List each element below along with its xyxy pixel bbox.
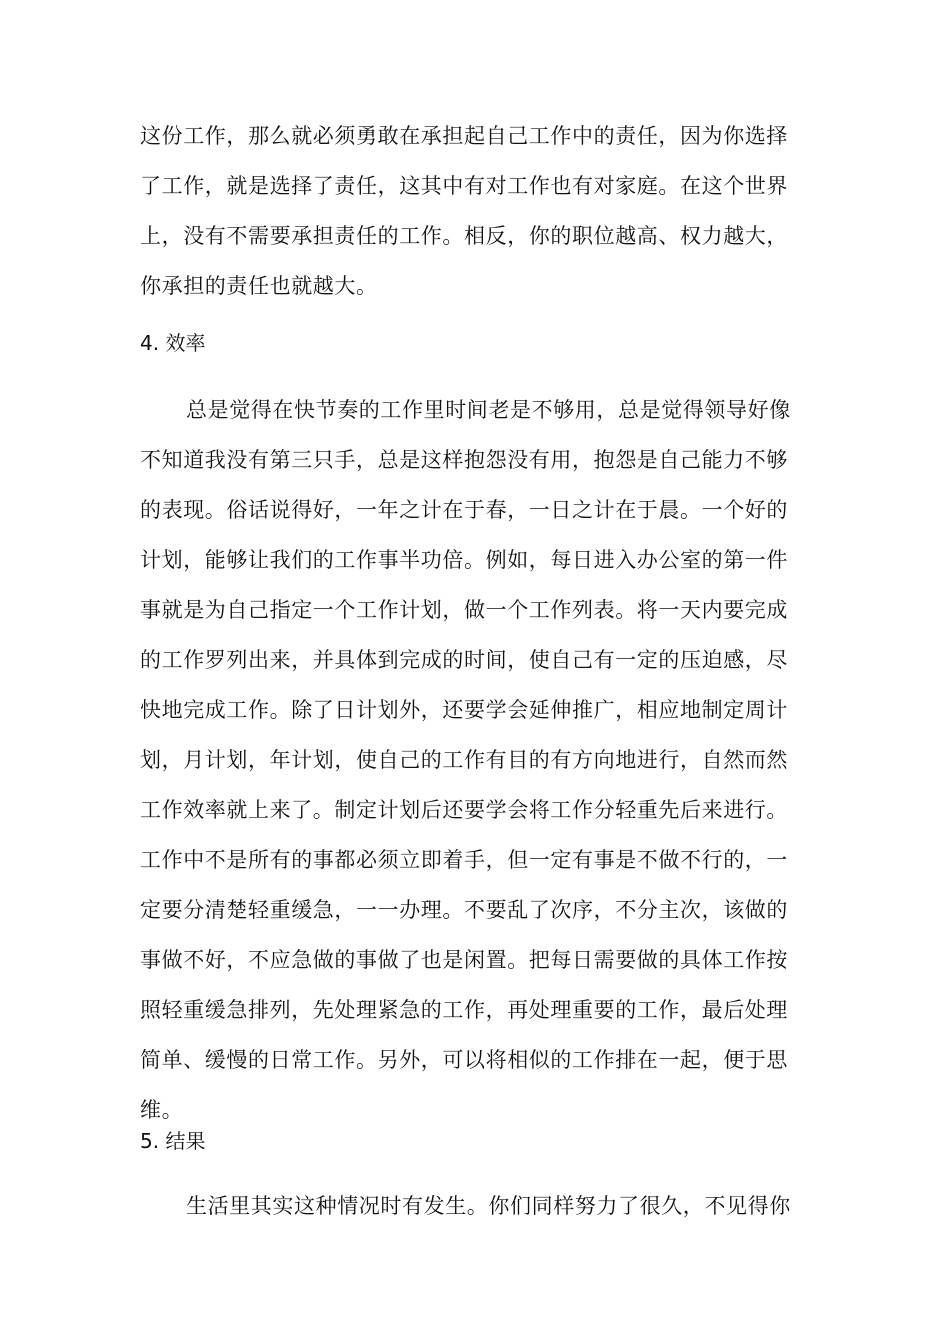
text-line: 总是觉得在快节奏的工作里时间老是不够用，总是觉得领导好像 xyxy=(186,398,791,422)
text-line: 上，没有不需要承担责任的工作。相反，你的职位越高、权力越大， xyxy=(140,224,788,248)
text-line: 工作中不是所有的事都必须立即着手，但一定有事是不做不行的，一 xyxy=(140,848,788,872)
text-line: 你承担的责任也就越大。 xyxy=(140,274,378,298)
text-line: 事就是为自己指定一个工作计划，做一个工作列表。将一天内要完成 xyxy=(140,598,788,622)
text-line: 工作效率就上来了。制定计划后还要学会将工作分轻重先后来进行。 xyxy=(140,798,788,822)
text-line: 计划，能够让我们的工作事半功倍。例如，每日进入办公室的第一件 xyxy=(140,548,788,572)
text-line: 快地完成工作。除了日计划外，还要学会延伸推广，相应地制定周计 xyxy=(140,698,788,722)
text-line: 的工作罗列出来，并具体到完成的时间，使自己有一定的压迫感，尽 xyxy=(140,648,788,672)
text-line: 生活里其实这种情况时有发生。你们同样努力了很久，不见得你 xyxy=(186,1194,791,1218)
section-heading-result: 5. 结果 xyxy=(140,1129,206,1153)
text-line: 的表现。俗话说得好，一年之计在于春，一日之计在于晨。一个好的 xyxy=(140,498,788,522)
text-line: 事做不好，不应急做的事做了也是闲置。把每日需要做的具体工作按 xyxy=(140,948,788,972)
text-line: 维。 xyxy=(140,1098,184,1122)
text-line: 照轻重缓急排列，先处理紧急的工作，再处理重要的工作，最后处理 xyxy=(140,998,788,1022)
text-line: 简单、缓慢的日常工作。另外，可以将相似的工作排在一起，便于思 xyxy=(140,1048,788,1072)
text-line: 划，月计划，年计划，使自己的工作有目的有方向地进行，自然而然 xyxy=(140,748,788,772)
section-heading-efficiency: 4. 效率 xyxy=(140,331,206,355)
text-line: 了工作，就是选择了责任，这其中有对工作也有对家庭。在这个世界 xyxy=(140,174,788,198)
text-line: 定要分清楚轻重缓急，一一办理。不要乱了次序，不分主次，该做的 xyxy=(140,898,788,922)
text-line: 这份工作，那么就必须勇敢在承担起自己工作中的责任，因为你选择 xyxy=(140,124,788,148)
text-line: 不知道我没有第三只手，总是这样抱怨没有用，抱怨是自己能力不够 xyxy=(140,448,788,472)
